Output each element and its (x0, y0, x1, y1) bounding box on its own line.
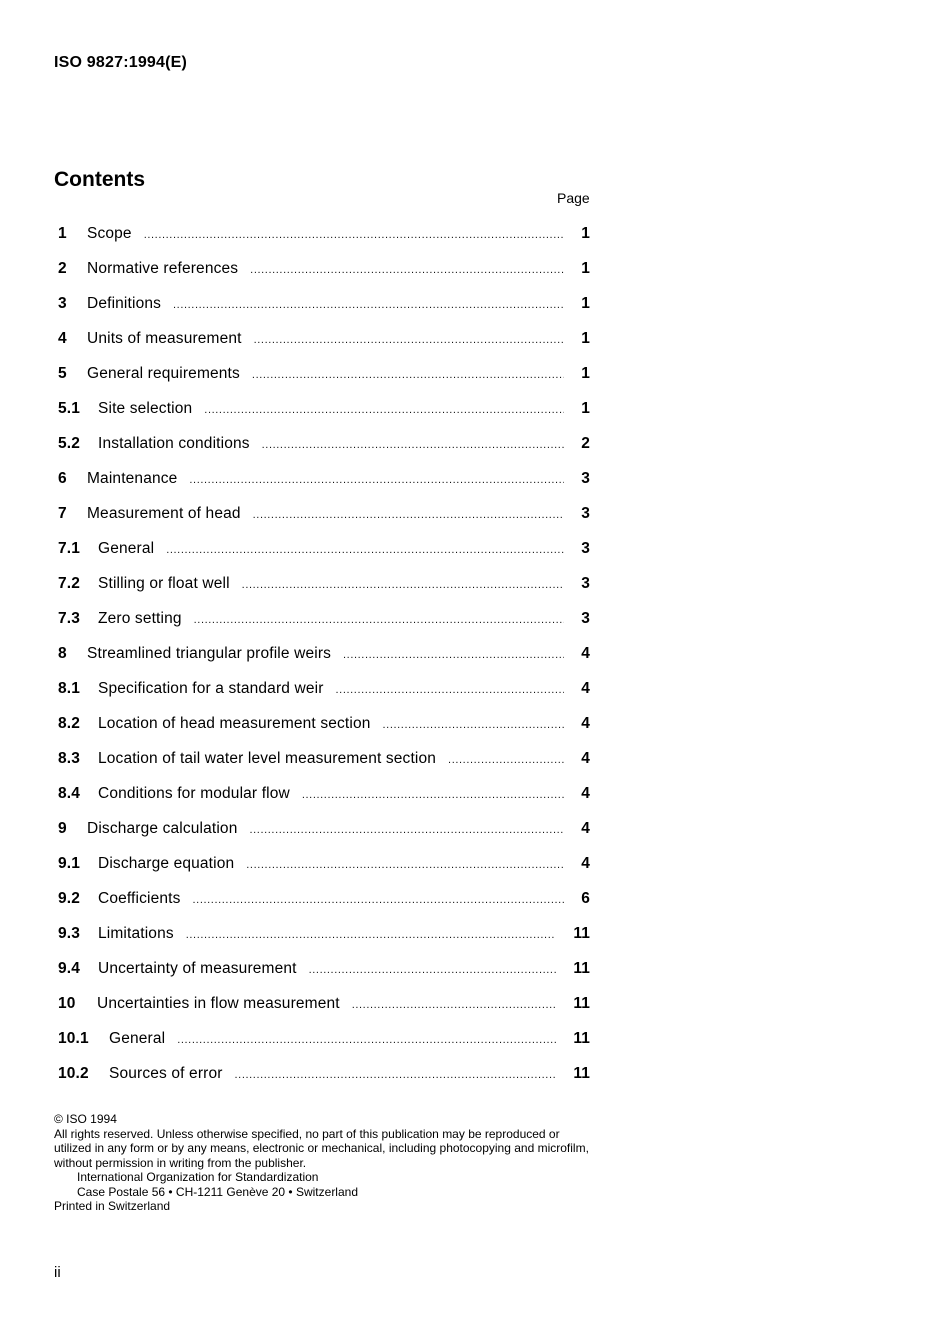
dot-leader (249, 816, 564, 844)
dot-leader (252, 361, 564, 389)
dot-leader (186, 921, 556, 949)
toc-entry-number: 10 (58, 995, 76, 1012)
toc-entry[interactable] (58, 465, 590, 500)
toc-entry[interactable] (58, 640, 590, 675)
toc-entry[interactable] (58, 815, 590, 850)
dot-leader (336, 676, 564, 704)
toc-entry[interactable] (58, 430, 590, 465)
toc-entry-label: Units of measurement (87, 330, 242, 347)
toc-entry-page: 1 (581, 330, 590, 347)
dot-leader (343, 641, 564, 669)
toc-entry[interactable] (58, 1025, 590, 1060)
dot-leader (204, 396, 564, 424)
toc-entry[interactable] (58, 360, 590, 395)
copyright-notice: © ISO 1994 (54, 1112, 117, 1126)
toc-entry-label: Sources of error (109, 1065, 223, 1082)
dot-leader (254, 326, 564, 354)
dot-leader (144, 221, 564, 249)
toc-entry-label: Scope (87, 225, 132, 242)
toc-entry-number: 8.4 (58, 785, 80, 802)
toc-entry-page: 3 (581, 470, 590, 487)
dot-leader (309, 956, 556, 984)
toc-entry-page: 3 (581, 540, 590, 557)
toc-entry-number: 10.1 (58, 1030, 89, 1047)
toc-entry-page: 1 (581, 295, 590, 312)
toc-entry-page: 11 (573, 1030, 590, 1047)
toc-entry-label: Maintenance (87, 470, 178, 487)
toc-entry-page: 2 (581, 435, 590, 452)
dot-leader (193, 886, 564, 914)
toc-entry[interactable] (58, 605, 590, 640)
toc-entry-page: 11 (573, 925, 590, 942)
dot-leader (173, 291, 564, 319)
toc-entry-number: 9.2 (58, 890, 80, 907)
toc-entry-number: 5.2 (58, 435, 80, 452)
toc-entry-number: 3 (58, 295, 67, 312)
toc-entry-number: 8 (58, 645, 67, 662)
toc-entry-number: 7.2 (58, 575, 80, 592)
toc-entry-page: 11 (573, 960, 590, 977)
toc-entry[interactable] (58, 535, 590, 570)
contents-title: Contents (54, 168, 145, 191)
toc-entry[interactable] (58, 290, 590, 325)
toc-entry[interactable] (58, 920, 590, 955)
toc-entry-page: 11 (573, 995, 590, 1012)
toc-entry-page: 1 (581, 225, 590, 242)
toc-entry-label: Measurement of head (87, 505, 241, 522)
toc-entry-label: Location of head measurement section (98, 715, 371, 732)
toc-entry-page: 4 (581, 680, 590, 697)
dot-leader (177, 1026, 556, 1054)
toc-entry-page: 4 (581, 785, 590, 802)
toc-entry-label: Normative references (87, 260, 239, 277)
dot-leader (235, 1061, 556, 1089)
toc-entry-number: 5.1 (58, 400, 80, 417)
toc-entry-number: 8.1 (58, 680, 80, 697)
toc-entry-number: 6 (58, 470, 67, 487)
toc-entry[interactable] (58, 1060, 590, 1095)
toc-entry-page: 4 (581, 820, 590, 837)
toc-entry-label: General (109, 1030, 166, 1047)
toc-entry-number: 10.2 (58, 1065, 89, 1082)
toc-entry-number: 8.2 (58, 715, 80, 732)
dot-leader (194, 606, 564, 634)
toc-entry[interactable] (58, 850, 590, 885)
toc-entry-label: Discharge calculation (87, 820, 238, 837)
document-id: ISO 9827:1994(E) (54, 54, 188, 71)
toc-entry-page: 3 (581, 505, 590, 522)
toc-entry[interactable] (58, 710, 590, 745)
toc-entry[interactable] (58, 220, 590, 255)
toc-entry-number: 2 (58, 260, 67, 277)
toc-entry-label: Location of tail water level measurement section (98, 750, 437, 767)
toc-entry-label: Coefficients (98, 890, 181, 907)
toc-entry-page: 4 (581, 855, 590, 872)
toc-entry-label: Specification for a standard weir (98, 680, 324, 697)
toc-entry[interactable] (58, 675, 590, 710)
toc-entry-label: Limitations (98, 925, 174, 942)
dot-leader (262, 431, 564, 459)
toc-entry[interactable] (58, 955, 590, 990)
org-name: International Organization for Standardization (77, 1170, 319, 1184)
page-number: ii (54, 1264, 61, 1281)
toc-entry[interactable] (58, 325, 590, 360)
toc-entry[interactable] (58, 990, 590, 1025)
toc-entry-page: 11 (573, 1065, 590, 1082)
toc-entry-page: 4 (581, 645, 590, 662)
toc-entry-label: Uncertainties in flow measurement (97, 995, 340, 1012)
toc-entry-page: 3 (581, 610, 590, 627)
dot-leader (246, 851, 564, 879)
toc-entry-label: Zero setting (98, 610, 182, 627)
toc-entry-page: 4 (581, 750, 590, 767)
toc-entry[interactable] (58, 885, 590, 920)
toc-entry-page: 6 (581, 890, 590, 907)
page-column-label: Page (557, 190, 590, 206)
toc-entry-label: Discharge equation (98, 855, 235, 872)
toc-entry-label: General (98, 540, 155, 557)
dot-leader (242, 571, 564, 599)
dot-leader (166, 536, 564, 564)
toc-entry-page: 4 (581, 715, 590, 732)
toc-entry-label: Site selection (98, 400, 193, 417)
toc-entry-number: 5 (58, 365, 67, 382)
toc-entry-number: 1 (58, 225, 67, 242)
dot-leader (448, 746, 564, 774)
toc-entry-number: 7.1 (58, 540, 80, 557)
table-of-contents (58, 220, 590, 1095)
toc-entry-page: 1 (581, 400, 590, 417)
toc-entry-label: General requirements (87, 365, 240, 382)
toc-entry-number: 9 (58, 820, 67, 837)
toc-entry-label: Uncertainty of measurement (98, 960, 297, 977)
toc-entry-label: Definitions (87, 295, 162, 312)
toc-entry-label: Stilling or float well (98, 575, 230, 592)
toc-entry-number: 4 (58, 330, 67, 347)
dot-leader (352, 991, 556, 1019)
toc-entry[interactable] (58, 745, 590, 780)
toc-entry[interactable] (58, 780, 590, 815)
copyright-rights: All rights reserved. Unless otherwise specified, no part of this publication may be reproduced or utilized in any form or by any means, electronic or mechanical, including photocopying and microfilm, without permission in writing from the publisher. (54, 1126, 589, 1170)
dot-leader (253, 501, 564, 529)
printed-in: Printed in Switzerland (54, 1199, 171, 1213)
toc-entry-label: Installation conditions (98, 435, 250, 452)
toc-entry-page: 3 (581, 575, 590, 592)
dot-leader (383, 711, 564, 739)
toc-entry-page: 1 (581, 260, 590, 277)
dot-leader (302, 781, 564, 809)
toc-entry[interactable] (58, 255, 590, 290)
toc-entry-page: 1 (581, 365, 590, 382)
toc-entry[interactable] (58, 570, 590, 605)
toc-entry-number: 7.3 (58, 610, 80, 627)
toc-entry-number: 9.1 (58, 855, 80, 872)
toc-entry-number: 9.4 (58, 960, 80, 977)
dot-leader (189, 466, 564, 494)
toc-entry-number: 7 (58, 505, 67, 522)
toc-entry-label: Conditions for modular flow (98, 785, 290, 802)
toc-entry-label: Streamlined triangular profile weirs (87, 645, 332, 662)
copyright-block (54, 1112, 594, 1214)
toc-entry[interactable] (58, 395, 590, 430)
toc-entry-number: 9.3 (58, 925, 80, 942)
toc-entry[interactable] (58, 500, 590, 535)
dot-leader (250, 256, 564, 284)
toc-entry-number: 8.3 (58, 750, 80, 767)
org-address: Case Postale 56 • CH-1211 Genève 20 • Switzerland (77, 1184, 358, 1199)
